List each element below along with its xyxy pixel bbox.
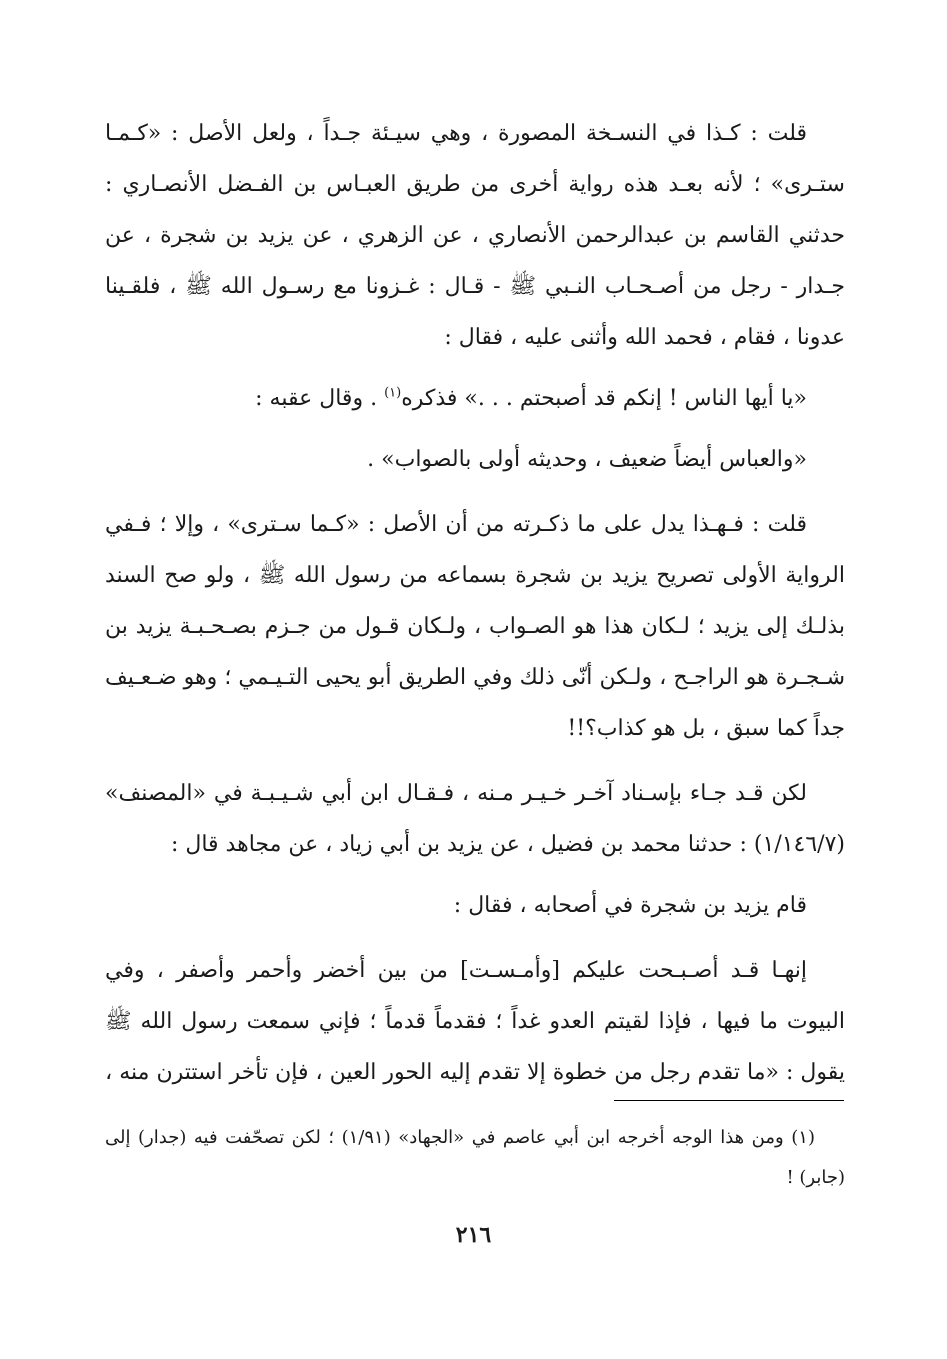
paragraph-3: لكن قـد جـاء بإسـناد آخـر خـيـر مـنه ، فـقـال ابن أبي شـيـبـة في «المصنف» (١/١٤٦/٧) : حدثنا محمد بن فضيل ، عن يزيد بن أبي زياد ، عن مجاهد قال : <box>105 781 845 857</box>
quote-1-tail: . وقال عقبه : <box>255 386 378 411</box>
quote-1-text: «يا أيها الناس ! إنكم قد أصبحتم . . .» فذكره <box>401 386 807 411</box>
paragraph-4: إنهـا قـد أصـبـحت عليكم [وأمـسـت] من بين أخضر وأحمر وأصفر ، وفي البيوت ما فيها ، فإذا لقيتم العدو غداً ؛ فقدماً قدماً ؛ فإني سمعت رسول الله ﷺ يقول : «ما تقدم رجل من خطوة إلا تقدم إليه الحور العين ، فإن تأخر استترن منه ، <box>105 958 845 1085</box>
main-text <box>105 108 845 1098</box>
paragraph-1: قلت : كـذا في النسـخة المصورة ، وهي سيـئة جـداً ، ولعل الأصل : «كـمـا ستـرى» ؛ لأنه بعـد هذه رواية أخرى من طريق العبـاس بن الفـضل الأنصـاري : حدثني القاسم بن عبدالرحمن الأنصاري ، عن الزهري ، عن يزيد بن شجرة ، عن جـدار - رجل من أصـحـاب النـبي ﷺ - قـال : غـزونا مع رسـول الله ﷺ ، فلقـينا عدونا ، فقام ، فحمد الله وأثنى عليه ، فقال : <box>105 121 845 350</box>
footnote-ref-1: (١) <box>384 385 402 401</box>
footnote-divider <box>614 1100 844 1101</box>
footnote-1: (١) ومن هذا الوجه أخرجه ابن أبي عاصم في «الجهاد» (١/٩١) ؛ لكن تصحّفت فيه (جدار) إلى (جابر) ! <box>105 1127 845 1188</box>
footnotes <box>105 1118 845 1198</box>
paragraph-2: قلت : فـهـذا يدل على ما ذكـرته من أن الأصل : «كـما سـترى» ، وإلا ؛ فـفي الرواية الأولى تصريح يزيد بن شجرة بسماعه من رسول الله ﷺ ، ولو صح السند بذلـك إلى يزيد ؛ لـكان هذا هو الصـواب ، ولـكان قـول من جـزم بصـحـبـة يزيد بن شـجـرة هو الراجـح ، ولـكن أنّى ذلك وفي الطريق أبو يحيى التـيـمي ؛ وهو ضـعـيف جداً كما سبق ، بل هو كذاب؟!! <box>105 512 845 741</box>
page-number: ٢١٦ <box>455 1222 492 1248</box>
quote-3: قام يزيد بن شجرة في أصحابه ، فقال : <box>453 893 807 918</box>
quote-2: «والعباس أيضاً ضعيف ، وحديثه أولى بالصواب» . <box>367 447 807 472</box>
quote-1 <box>105 373 845 424</box>
